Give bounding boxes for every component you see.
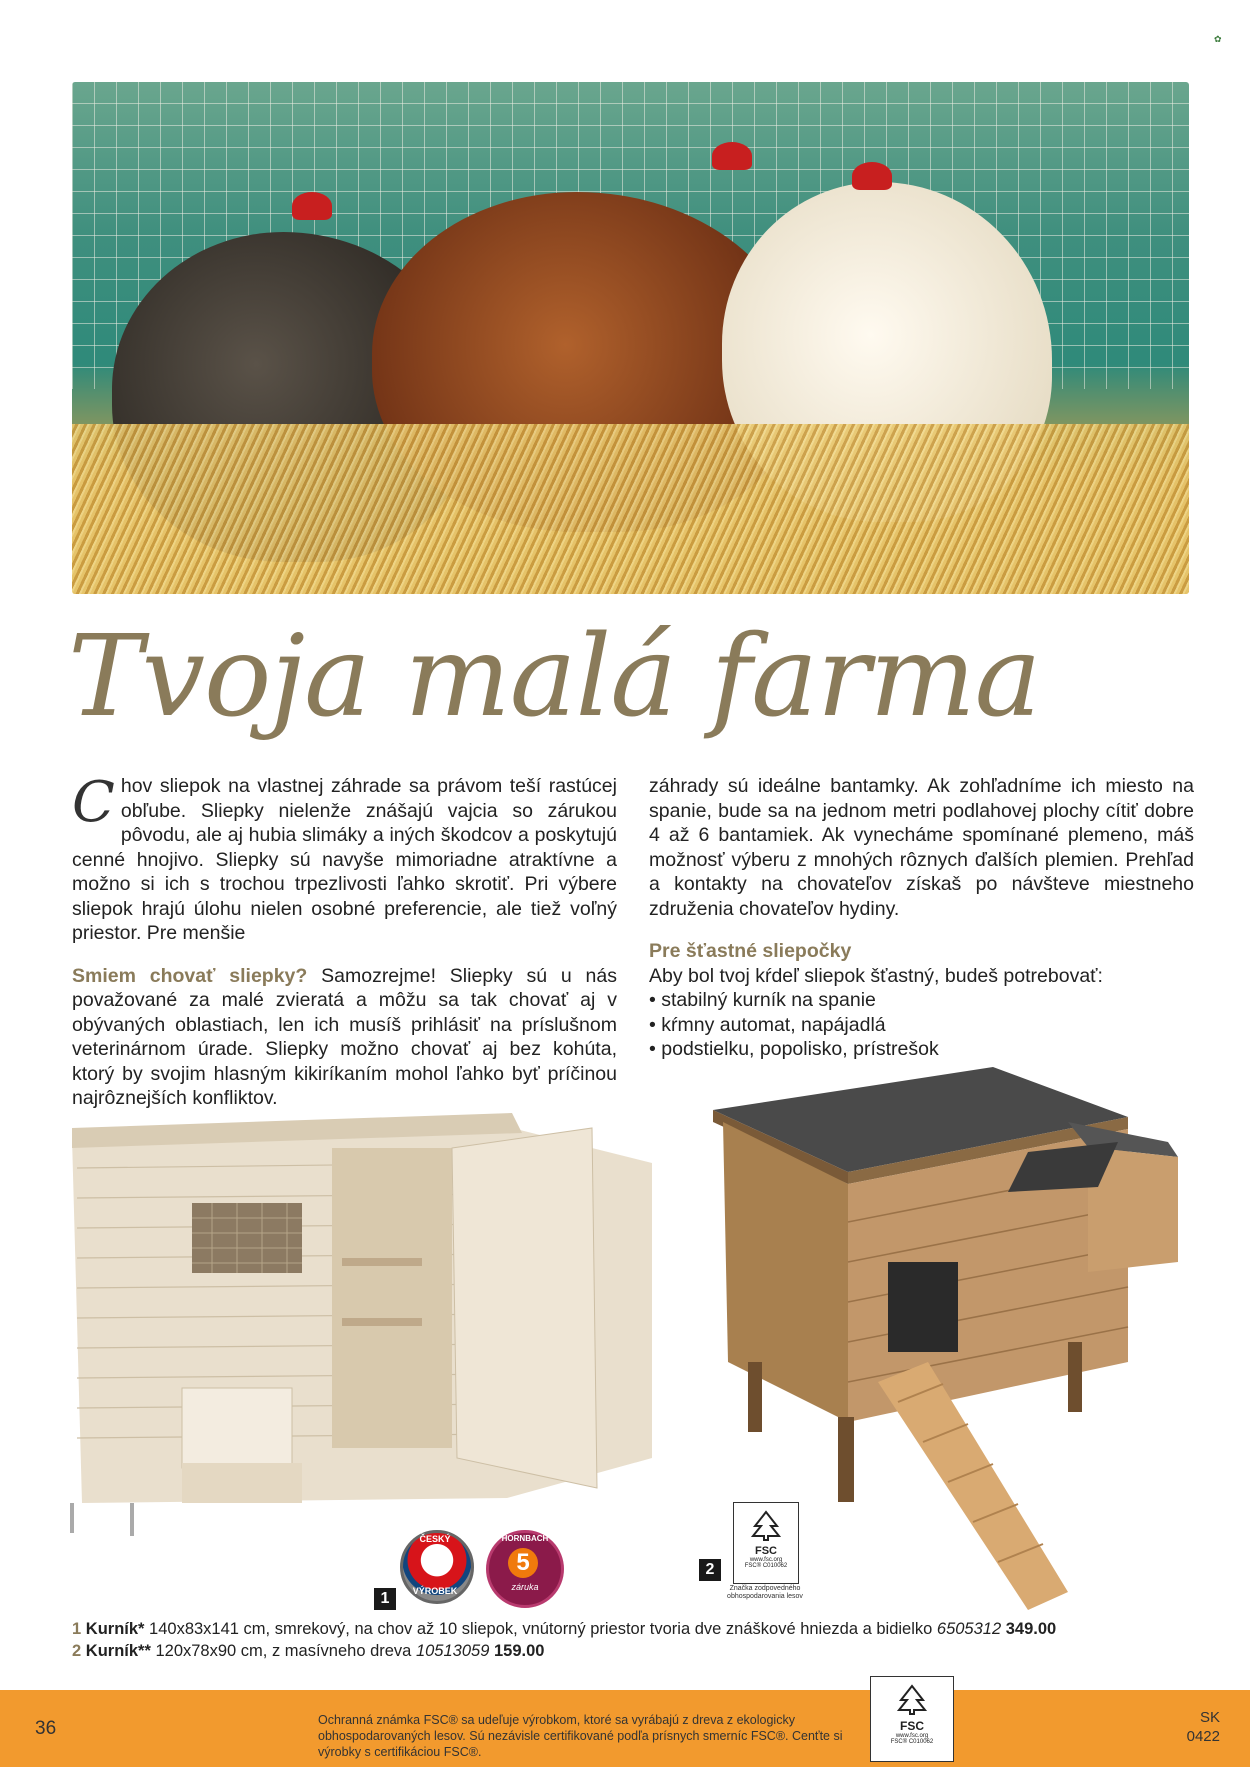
product-marker-2: 2 xyxy=(699,1559,721,1581)
footer-fsc-url: www.fsc.org xyxy=(895,1733,929,1739)
hero-photo xyxy=(72,82,1189,594)
hornbach-badge-top: HORNBACH xyxy=(501,1534,549,1543)
product-2-price: 159.00 xyxy=(493,1642,545,1660)
product-1-description: 1 Kurník* 140x83x141 cm, smrekový, na chov až 10 sliepok, vnútorný priestor tvoria dve znáškové hniezda a bidielko 6505312 349.00 xyxy=(72,1620,1057,1638)
intro-paragraph: Chov sliepok na vlastnej záhrade sa právom teší rastúcej obľube. Sliepky nielenže znášajú vajcia so zárukou pôvodu, ale aj hubia slimáky a iných škodcov a poskytujú cenné hnojivo. Sliepky sú navyše mimoriadne atraktívne a možno si ich s trochou trpezlivosti ľahko skrotiť. Pri výbere sliepok hrajú úlohu nielen osobné preferencie, ale tiež voľný priestor. Pre menšie xyxy=(72,770,617,944)
fsc-note: Ochranná známka FSC® sa udeľuje výrobkom, ktoré sa vyrábajú z dreva z ekologicky obhospodarovaných lesov. Sú nezávisle certifikované podľa prísnych smerníc FSC®. Cenťte si výrobky s certifikáciou FSC®. xyxy=(318,1713,843,1759)
fsc-code: FSC® C010062 xyxy=(744,1563,788,1569)
sub-heading-happy: Pre šťastné sliepočky xyxy=(649,940,852,962)
left-column xyxy=(72,770,617,1125)
footer-fsc-logo xyxy=(870,1676,954,1762)
product-1-price: 349.00 xyxy=(1005,1620,1057,1638)
product-1-code: 6505312 xyxy=(936,1620,1002,1638)
product-2-name: Kurník** xyxy=(85,1642,151,1660)
fsc-tree-icon xyxy=(895,1683,929,1717)
fsc-url: www.fsc.org xyxy=(749,1557,783,1563)
product-1-name: Kurník* xyxy=(85,1620,145,1638)
page-number: 36 xyxy=(35,1718,57,1739)
question-paragraph: Smiem chovať sliepky? Samozrejme! Sliepky sú u nás považované za malé zvieratá a môžu sa tak chovať aj v obývaných oblastiach, len ich musíš prihlásiť na príslušnom veterinárnom úrade. Sliepky možno chovať aj bez kohúta, ktorý by svojim hlasným kikiríkaním mohol ľahko byť príčinou najrôznejších konfliktov. xyxy=(72,964,617,1109)
breeds-paragraph: záhrady sú ideálne bantamky. Ak zohľadníme ich miesto na spanie, bude sa na jednom metri podlahovej plochy cítiť dobre 4 až 6 bantamiek. Ak vynecháme spomínané plemeno, máš možnosť výberu z mnohých rôznych ďalších plemien. Prehľad a kontakty na chovateľov získaš po návšteve miestneho združenia chovateľov hydiny. xyxy=(649,775,1194,920)
sub-heading-question: Smiem chovať sliepky? xyxy=(72,964,308,987)
fsc-caption: Značka zodpovedného obhospodarovania lesov xyxy=(727,1585,803,1600)
footer-fsc-code: FSC® C010062 xyxy=(890,1739,934,1745)
dropcap: C xyxy=(72,770,115,835)
czech-badge-bottom: VÝROBEK xyxy=(412,1586,458,1596)
list-item: • podstielku, popolisko, prístrešok xyxy=(649,1037,1194,1062)
product-2-description: 2 Kurník** 120x78x90 cm, z masívneho dreva 10513059 159.00 xyxy=(72,1642,545,1660)
czech-badge-label: ČESKÝ xyxy=(419,1534,451,1544)
needs-list xyxy=(649,988,1194,1062)
list-item: • kŕmny automat, napájadlá xyxy=(649,1013,1194,1038)
hornbach-badge-years: 5 xyxy=(508,1548,538,1578)
list-item: • stabilný kurník na spanie xyxy=(649,988,1194,1013)
fsc-logo xyxy=(733,1502,799,1584)
leaf-icon: ✿ xyxy=(1214,34,1222,44)
hornbach-badge-bottom: záruka xyxy=(511,1582,539,1592)
happy-hens-paragraph: Pre šťastné sliepočky Aby bol tvoj kŕdeľ sliepok šťastný, budeš potrebovať: xyxy=(649,940,1103,987)
coop-1-image xyxy=(52,1108,660,1538)
page-title: Tvoja malá farma xyxy=(68,612,1041,742)
footer-fsc-label: FSC xyxy=(900,1719,924,1733)
region-code: SK 0422 xyxy=(1186,1709,1220,1745)
product-2-code: 10513059 xyxy=(415,1642,490,1660)
fsc-label: FSC xyxy=(755,1545,777,1557)
fsc-tree-icon xyxy=(749,1509,783,1543)
product-marker-1: 1 xyxy=(374,1588,396,1610)
right-column xyxy=(649,774,1194,1062)
